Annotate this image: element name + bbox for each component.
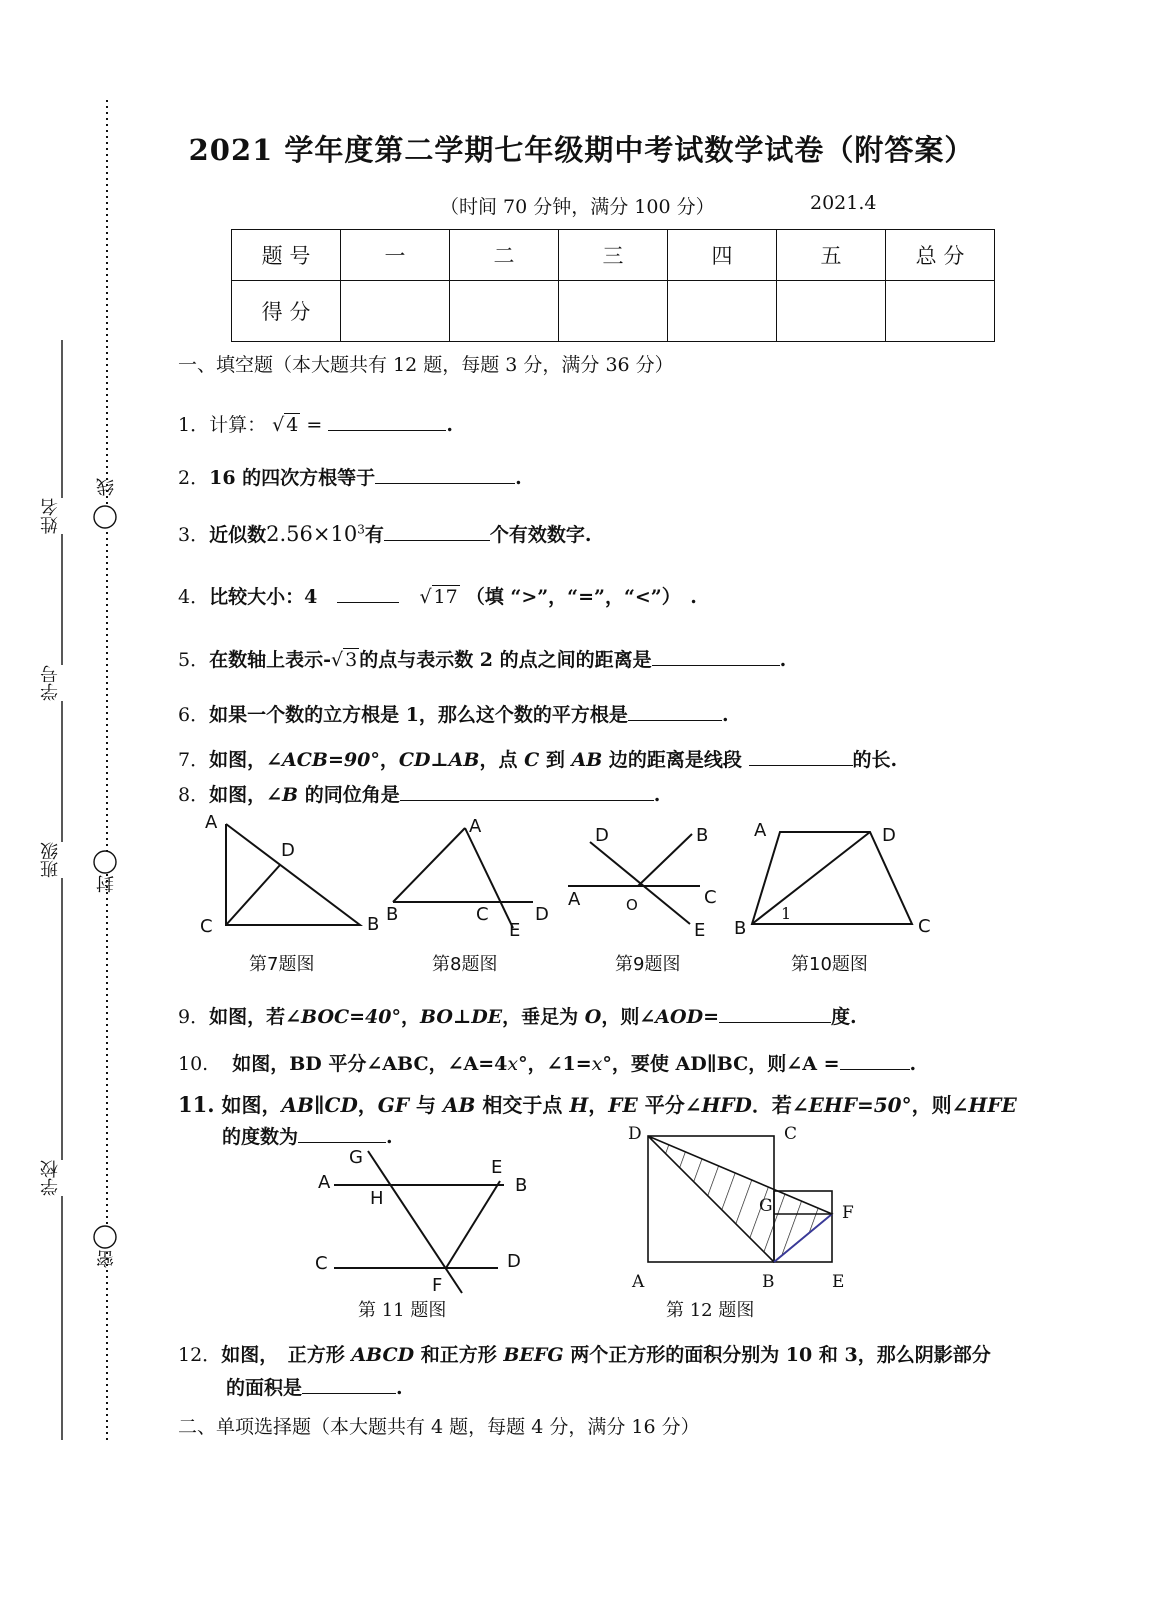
seal-circle <box>94 851 116 873</box>
sqrt-sign: √ 3 <box>330 649 358 671</box>
student-number-label: 学号 <box>38 665 64 701</box>
fig7-caption: 第7题图 <box>249 954 315 975</box>
question-10: 10. 如图，BD 平分∠ABC，∠A=4x°，∠1=x°，要使 AD∥BC，则∠A = . <box>178 1053 917 1075</box>
answer-blank[interactable] <box>384 522 490 541</box>
score-header-cell: 四 <box>668 230 777 281</box>
question-1: 1．计算： √ 4 = . <box>178 414 453 436</box>
fig12-label-c: C <box>784 1124 798 1144</box>
fig9-caption: 第9题图 <box>615 954 681 975</box>
score-table <box>231 229 995 342</box>
segment-ab <box>393 828 465 902</box>
fig10-label-c: C <box>918 916 931 937</box>
fig11-label-c: C <box>315 1253 328 1274</box>
line-mark: 线 <box>96 478 117 496</box>
fig12-caption: 第 12 题图 <box>666 1300 755 1321</box>
sqrt-sign: √ 4 <box>272 414 299 436</box>
fig12-label-b: B <box>762 1272 775 1292</box>
fig11-caption: 第 11 题图 <box>358 1300 447 1321</box>
score-header-cell: 总 分 <box>886 230 995 281</box>
question-9: 9．如图，若∠BOC=40°，BO⊥DE，垂足为 O，则∠AOD= 度. <box>178 1006 857 1028</box>
line-ae <box>465 828 513 928</box>
page-title: 2021 学年度第二学期七年级期中考试数学试卷（附答案） <box>188 133 975 167</box>
fig8-label-c: C <box>476 904 489 925</box>
fig11-label-b: B <box>515 1175 528 1196</box>
question-12-line2: 的面积是 . <box>226 1377 403 1399</box>
segment-cd <box>226 865 280 925</box>
figure-11 <box>310 1145 540 1295</box>
shaded-region <box>648 1136 832 1262</box>
seal-mark: 封 <box>96 875 117 893</box>
question-11-line2: 的度数为 . <box>222 1126 393 1148</box>
question-2: 2．16 的四次方根等于 . <box>178 467 522 489</box>
line-gf <box>368 1151 462 1293</box>
fig7-label-b: B <box>367 914 380 935</box>
fig12-label-d: D <box>628 1124 642 1144</box>
fig10-label-b: B <box>734 918 747 939</box>
score-cell <box>668 281 777 342</box>
diagonal-bd <box>752 832 870 924</box>
figure-8 <box>385 812 550 942</box>
fig9-label-e: E <box>694 920 706 941</box>
answer-blank[interactable] <box>375 465 515 484</box>
fig12-label-f: F <box>842 1203 854 1223</box>
figure-10 <box>740 812 940 942</box>
sqrt-sign: √ 17 <box>419 586 458 608</box>
fig9-label-b: B <box>696 825 709 846</box>
question-12: 12．如图， 正方形 ABCD 和正方形 BEFG 两个正方形的面积分别为 10 和 3，那么阴影部分 <box>178 1344 991 1366</box>
exam-date: 2021.4 <box>810 192 877 214</box>
figure-7 <box>190 812 390 942</box>
section-1-heading: 一、填空题（本大题共有 12 题，每题 3 分，满分 36 分） <box>178 354 674 376</box>
fig7-label-a: A <box>205 812 218 833</box>
question-4: 4．比较大小：4 √ 17 （填 “>”，“=”，“<”） . <box>178 586 697 608</box>
score-header-cell: 二 <box>450 230 559 281</box>
line-circle <box>94 506 116 528</box>
figure-12 <box>620 1120 880 1295</box>
fig8-caption: 第8题图 <box>432 954 498 975</box>
fig8-label-a: A <box>469 816 482 837</box>
fig10-angle-1: 1 <box>781 904 792 923</box>
answer-blank[interactable] <box>749 747 853 766</box>
fig8-label-b: B <box>386 904 399 925</box>
question-5: 5．在数轴上表示-√ 3 的点与表示数 2 的点之间的距离是 . <box>178 649 787 671</box>
fig9-label-c: C <box>704 887 717 908</box>
question-8: 8．如图，∠B 的同位角是 . <box>178 784 661 806</box>
fig11-label-e: E <box>491 1157 503 1178</box>
secret-mark: 密 <box>96 1250 117 1268</box>
score-cell <box>886 281 995 342</box>
score-cell <box>777 281 886 342</box>
fig9-label-d: D <box>595 825 609 846</box>
fig10-label-d: D <box>882 825 896 846</box>
ray-ob <box>638 834 692 886</box>
answer-blank[interactable] <box>719 1004 831 1023</box>
score-header-cell: 题 号 <box>232 230 341 281</box>
answer-blank[interactable] <box>840 1051 910 1070</box>
answer-blank[interactable] <box>298 1124 386 1143</box>
school-label: 学校 <box>38 1160 64 1196</box>
score-row-label: 得 分 <box>232 281 341 342</box>
fig8-label-d: D <box>535 904 549 925</box>
question-3: 3．近似数$2.56\times 10^3$有 个有效数字. <box>178 522 592 546</box>
secret-circle <box>94 1226 116 1248</box>
answer-blank[interactable] <box>628 702 722 721</box>
score-cell <box>341 281 450 342</box>
name-label: 姓名 <box>38 498 64 534</box>
question-7: 7．如图，∠ACB=90°，CD⊥AB，点 C 到 AB 边的距离是线段 的长. <box>178 749 898 771</box>
fig11-label-h: H <box>370 1188 384 1209</box>
score-header-cell: 三 <box>559 230 668 281</box>
fig12-label-g: G <box>759 1196 773 1216</box>
fig8-label-e: E <box>509 920 521 941</box>
answer-blank[interactable] <box>337 584 399 603</box>
exam-subtitle: （时间 70 分钟，满分 100 分） <box>440 196 715 218</box>
fig7-label-d: D <box>281 840 295 861</box>
fig12-label-a: A <box>632 1272 645 1292</box>
question-6: 6．如果一个数的立方根是 1，那么这个数的平方根是 . <box>178 704 729 726</box>
binding-margin <box>0 0 140 1613</box>
fig9-label-a: A <box>568 889 581 910</box>
answer-blank[interactable] <box>302 1375 396 1394</box>
score-cell <box>559 281 668 342</box>
fig9-label-o: O <box>626 896 638 914</box>
fig11-label-g: G <box>349 1147 363 1168</box>
fig12-label-e: E <box>832 1272 845 1292</box>
section-2-heading: 二、单项选择题（本大题共有 4 题，每题 4 分，满分 16 分） <box>178 1416 700 1438</box>
fig11-label-a: A <box>318 1172 331 1193</box>
question-11: 11. 如图，AB∥CD，GF 与 AB 相交于点 H，FE 平分∠HFD．若∠EHF=50°，则∠HFE <box>178 1092 1017 1117</box>
fig11-label-f: F <box>432 1275 443 1296</box>
fig10-label-a: A <box>754 820 767 841</box>
fig7-label-c: C <box>200 916 213 937</box>
fig10-caption: 第10题图 <box>791 954 868 975</box>
class-label: 班级 <box>38 842 64 878</box>
segment-fe <box>446 1181 500 1268</box>
answer-blank[interactable] <box>328 412 446 431</box>
score-header-cell: 五 <box>777 230 886 281</box>
score-cell <box>450 281 559 342</box>
answer-blank[interactable] <box>652 647 780 666</box>
score-header-cell: 一 <box>341 230 450 281</box>
fig11-label-d: D <box>507 1251 521 1272</box>
answer-blank[interactable] <box>400 782 654 801</box>
